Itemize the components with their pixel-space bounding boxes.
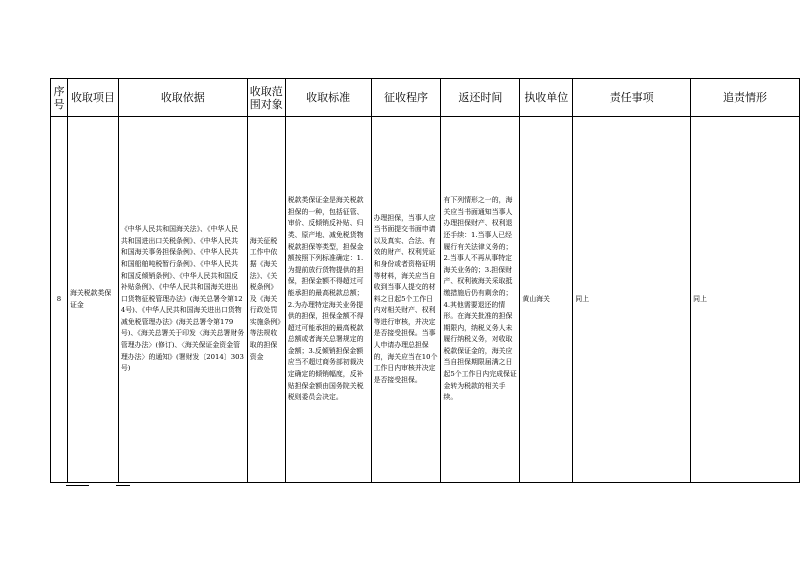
fee-table — [50, 78, 800, 483]
header-scope: 收取范围对象 — [247, 79, 285, 117]
cell-accountability — [691, 117, 800, 483]
cell-seq-text: 8 — [56, 294, 62, 303]
cell-refund-text: 有下列情形之一的，海关应当书面通知当事人办理担保财产、权利退还手续：1.当事人已经履行有关法律义务的；2.当事人不再从事特定海关业务的；3.担保财产、权利被海关采取抵缴措施后仍有剩余的；4.其他需要退还的情形。在海关批准的担保期限内，纳税义务人未履行纳税义务，对收取税款保证金的，海关应当自担保期限届满之日起5个工作日内完成保证金转为税款的相关手续。 — [443, 196, 517, 402]
cell-procedure-text: 办理担保，当事人应当书面提交书面申请以及真实、合法、有效的财产、权利凭证和身份或者资格证明等材料，海关应当自收到当事人提交的材料之日起5个工作日内对相关财产、权利等进行审核，并决定是否接受担保。当事人申请办理总担保的，海关应当在10个工作日内审核并决定是否接受担保。 — [373, 213, 438, 384]
cell-unit — [520, 117, 573, 483]
cell-standard-text: 税款类保证金是海关税款担保的一种，包括征管、审价、反倾销反补贴、归类、原产地、减免税货物税款担保等类型，担保金额按照下列标准确定：1.为提前放行货物提供的担保，担保金额不得超过可能承担的最高税款总额；2.为办理特定海关业务提供的担保，担保金额不得超过可能承担的最高税款总额或者海关总署规定的金额；3.反倾销担保金额应当不超过商务部初裁决定确定的倾销幅度，反补贴担保金额由国务院关税税则委员会决定。 — [287, 196, 364, 402]
cell-basis — [118, 117, 247, 483]
header-standard: 收取标准 — [285, 79, 371, 117]
cell-refund — [441, 117, 520, 483]
cell-basis-text: 《中华人民共和国海关法》、《中华人民共和国进出口关税条例》、《中华人民共和国海关事务担保条例》、《中华人民共和国船舶吨税暂行条例》、《中华人民共和国反倾销条例》、《中华人民共和国反补贴条例》、《中华人民共和国海关进出口货物征税管理办法》(海关总署令第124号)、《中华人民共和国海关进出口货物减免税管理办法》(海关总署令第179号)、《海关总署关于印发〈海关总署财务管理办法〉(修订)、〈海关保证金资金管理办法〉的通知》(署财发〔2014〕303号) — [120, 225, 245, 373]
header-accountability: 追责情形 — [691, 79, 800, 117]
cell-accountability-text: 同上 — [693, 294, 707, 303]
cell-procedure — [371, 117, 441, 483]
footer-dash-right — [116, 485, 130, 486]
header-responsibility: 责任事项 — [573, 79, 691, 117]
cell-responsibility-text: 同上 — [575, 294, 590, 303]
header-basis: 收取依据 — [118, 79, 247, 117]
cell-unit-text: 黄山海关 — [522, 294, 550, 303]
header-unit: 执收单位 — [520, 79, 573, 117]
table-row — [51, 117, 800, 483]
header-row — [51, 79, 800, 117]
header-seq: 序号 — [51, 79, 68, 117]
cell-responsibility — [573, 117, 691, 483]
cell-item-text: 海关税款类保证金 — [69, 288, 112, 309]
header-refund: 返还时间 — [441, 79, 520, 117]
cell-seq — [51, 117, 68, 483]
footer-dash-left — [66, 485, 89, 486]
cell-scope-text: 海关征税工作中依据《海关法》、《关税条例》及《海关行政处罚实施条例》等法规收取的担保资金 — [249, 236, 281, 361]
cell-standard — [285, 117, 371, 483]
header-procedure: 征收程序 — [371, 79, 441, 117]
cell-scope — [247, 117, 285, 483]
header-item: 收取项目 — [67, 79, 118, 117]
cell-item — [67, 117, 118, 483]
